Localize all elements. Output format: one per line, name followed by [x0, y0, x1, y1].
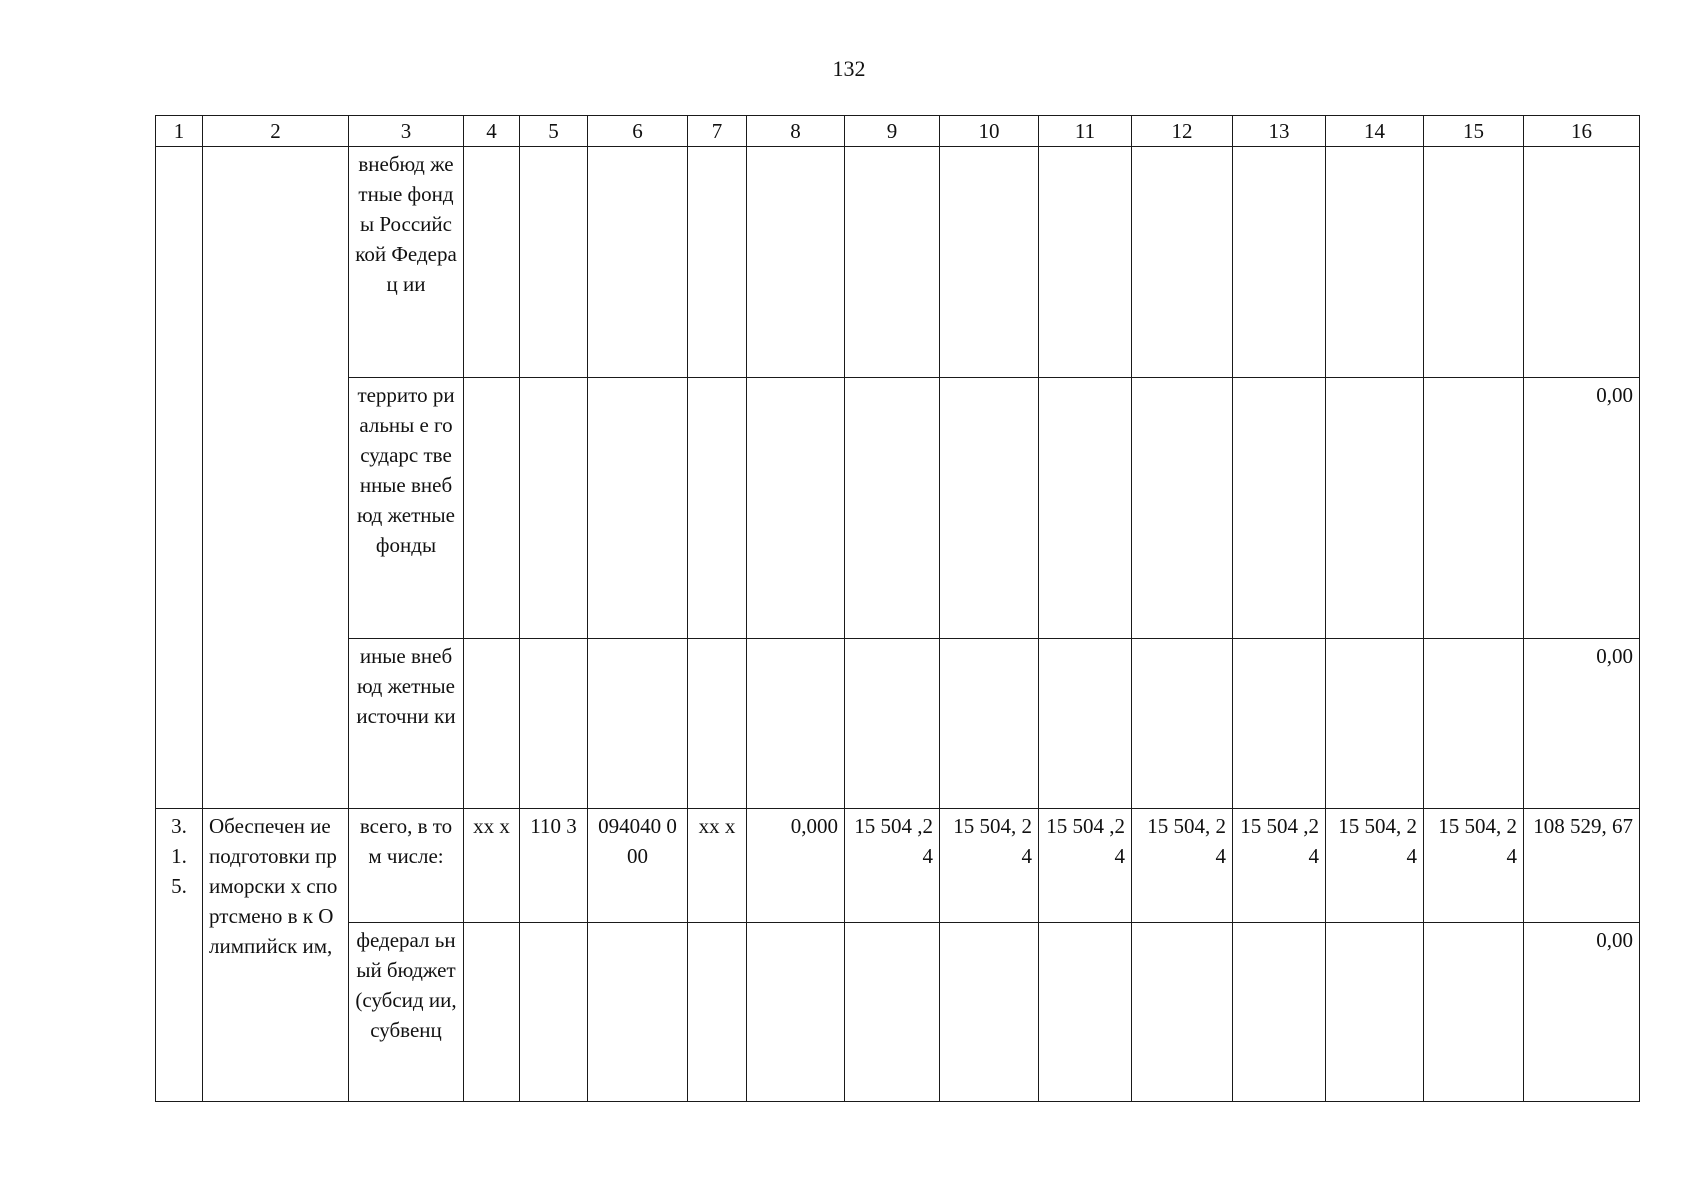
cell-col9: 15 504 ,24 — [845, 809, 940, 923]
source-cell: федерал ьный бюджет (субсид ии, субвенц — [349, 923, 464, 1102]
total-cell: 0,00 — [1524, 378, 1640, 639]
cell — [688, 923, 747, 1102]
cell — [1039, 639, 1132, 809]
cell — [588, 923, 688, 1102]
cell — [747, 147, 845, 378]
source-cell: внебюд жетные фонды Российс кой Федерац ии — [349, 147, 464, 378]
cell — [1326, 639, 1424, 809]
table-row — [156, 147, 1640, 378]
total-cell: 0,00 — [1524, 923, 1640, 1102]
cell — [1233, 378, 1326, 639]
cell — [940, 378, 1039, 639]
header-row — [156, 116, 1640, 147]
header-cell-1: 1 — [156, 116, 203, 147]
header-cell-10: 10 — [940, 116, 1039, 147]
cell — [520, 147, 588, 378]
cell — [1132, 639, 1233, 809]
cell — [464, 639, 520, 809]
cell-col14: 15 504, 24 — [1326, 809, 1424, 923]
cell — [845, 147, 940, 378]
header-cell-14: 14 — [1326, 116, 1424, 147]
cell — [1132, 378, 1233, 639]
header-cell-8: 8 — [747, 116, 845, 147]
header-cell-4: 4 — [464, 116, 520, 147]
cell — [520, 639, 588, 809]
cell — [688, 639, 747, 809]
header-cell-3: 3 — [349, 116, 464, 147]
cell — [1424, 639, 1524, 809]
cell — [1326, 147, 1424, 378]
cell-col7: xx x — [688, 809, 747, 923]
cell — [845, 923, 940, 1102]
cell — [747, 378, 845, 639]
cell — [1424, 923, 1524, 1102]
cell — [1326, 923, 1424, 1102]
header-cell-7: 7 — [688, 116, 747, 147]
cell-col8: 0,000 — [747, 809, 845, 923]
header-cell-13: 13 — [1233, 116, 1326, 147]
table-row — [156, 639, 1640, 809]
cell — [845, 639, 940, 809]
cell — [1233, 147, 1326, 378]
cell-col12: 15 504, 24 — [1132, 809, 1233, 923]
cell — [940, 923, 1039, 1102]
cell-col5: 110 3 — [520, 809, 588, 923]
table-row — [156, 378, 1640, 639]
total-cell: 108 529, 67 — [1524, 809, 1640, 923]
cell — [1326, 378, 1424, 639]
table-row — [156, 923, 1640, 1102]
total-cell: 0,00 — [1524, 639, 1640, 809]
name-cell-empty — [203, 147, 349, 809]
cell — [1039, 923, 1132, 1102]
cell-col13: 15 504 ,24 — [1233, 809, 1326, 923]
cell — [1132, 923, 1233, 1102]
cell-col15: 15 504, 24 — [1424, 809, 1524, 923]
cell-col11: 15 504 ,24 — [1039, 809, 1132, 923]
page-number: 132 — [832, 56, 866, 81]
header-cell-11: 11 — [1039, 116, 1132, 147]
item-name: Обеспечен ие подготовки приморски х спортсмено в к Олимпийск им, — [203, 809, 349, 1102]
cell — [1039, 147, 1132, 378]
header-cell-6: 6 — [588, 116, 688, 147]
cell — [845, 378, 940, 639]
cell — [1424, 378, 1524, 639]
cell — [1039, 378, 1132, 639]
budget-table — [155, 115, 1640, 1102]
index-cell-empty — [156, 147, 203, 809]
cell-col10: 15 504, 24 — [940, 809, 1039, 923]
item-index: 3. 1. 5. — [156, 809, 203, 1102]
header-cell-15: 15 — [1424, 116, 1524, 147]
cell — [688, 147, 747, 378]
total-cell — [1524, 147, 1640, 378]
header-cell-5: 5 — [520, 116, 588, 147]
cell — [588, 147, 688, 378]
cell — [520, 378, 588, 639]
cell — [464, 923, 520, 1102]
header-cell-2: 2 — [203, 116, 349, 147]
table-row — [156, 809, 1640, 923]
cell — [588, 639, 688, 809]
cell — [940, 147, 1039, 378]
cell — [747, 923, 845, 1102]
cell — [464, 147, 520, 378]
cell — [747, 639, 845, 809]
cell — [1233, 923, 1326, 1102]
cell — [940, 639, 1039, 809]
cell — [1233, 639, 1326, 809]
header-cell-12: 12 — [1132, 116, 1233, 147]
source-cell: иные внебюд жетные источни ки — [349, 639, 464, 809]
cell — [520, 923, 588, 1102]
cell — [688, 378, 747, 639]
cell — [588, 378, 688, 639]
source-cell: террито риальны е государс твенные внебюд жетные фонды — [349, 378, 464, 639]
cell — [1424, 147, 1524, 378]
source-cell: всего, в том числе: — [349, 809, 464, 923]
cell — [464, 378, 520, 639]
cell-col6: 094040 000 — [588, 809, 688, 923]
cell — [1132, 147, 1233, 378]
header-cell-9: 9 — [845, 116, 940, 147]
cell-col4: xx x — [464, 809, 520, 923]
header-cell-16: 16 — [1524, 116, 1640, 147]
